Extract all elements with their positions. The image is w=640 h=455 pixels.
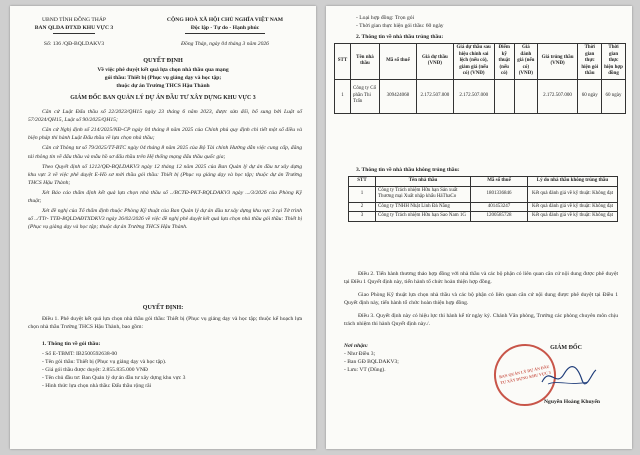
package-field: - Hình thức lựa chọn nhà thầu: Đấu thầu rộng rãi xyxy=(42,383,152,390)
contract-duration: - Thời gian thực hiện gói thầu: 60 ngày xyxy=(356,23,444,30)
article-2-assignment: Giao Phòng Kỹ thuật lựa chọn nhà thầu và các bộ phận có liên quan căn cứ nội dung được phê duyệt tại Điều 1 Quyết định này, tiến hành tổ chức hoàn thiện hợp đồng. xyxy=(344,292,618,307)
basis-item: Xét Báo cáo thẩm định kết quả lựa chọn nhà thầu số ../BCTĐ-PKT-BQLDAKV3 ngày .../3/2026 của Phòng Kỹ thuật; xyxy=(28,189,302,205)
page-1 xyxy=(10,6,316,449)
article-3: Điều 3. Quyết định này có hiệu lực thi hành kể từ ngày ký. Chánh Văn phòng, Trưởng các phòng chuyên môn chịu trách nhiệm thi hành Quyết định này./. xyxy=(344,313,618,328)
official-seal-icon: BAN QUẢN LÝ DỰ ÁN ĐẦU TƯ XÂY DỰNG KHU VỰC 3 xyxy=(488,338,562,412)
contract-type: - Loại hợp đồng: Trọn gói xyxy=(356,15,415,21)
recipients-block xyxy=(344,342,444,374)
agency-header xyxy=(14,16,134,48)
decide-heading: QUYẾT ĐỊNH: xyxy=(142,305,184,311)
signer-name: Nguyễn Hoàng Khuyến xyxy=(544,399,600,405)
nation-header xyxy=(140,16,310,48)
package-field: - Tên gói thầu: Thiết bị (Phục vụ giảng dạy và học tập). xyxy=(42,359,167,366)
package-field: - Số E-TBMT: IB2500592638-00 xyxy=(42,351,118,357)
recipient: - Ban GĐ BQLDAKV3; xyxy=(344,359,399,366)
basis-item: Xét đề nghị của Tổ thẩm định thuộc Phòng Kỹ thuật của Ban Quản lý dự án đầu tư xây dựng khu vực 3 tại Tờ trình số ../TTr- TTĐ-BQLDAĐTXDKV3 ngày 26/02/2026 về việc đề nghị phê duyệt kết quả lựa chọn nhà thầu gói thầu: Thiết bị (Phục vụ giảng dạy và học tập; thuộc dự án Trường THCS Hậu Thành. xyxy=(28,208,302,231)
table-row: 1 Công ty Trách nhiệm Hữu hạn Sản xuất Thương mại Xuất nhập khẩu HàThaCo 1801336846 Kết quả đánh giá về kỹ thuật: Không đạt xyxy=(349,186,618,202)
decision-subject: Về việc phê duyệt kết quả lựa chọn nhà thầu qua mạng gói thầu: Thiết bị (Phục vụ giảng dạy và học tập; thuộc dự án Trường THCS Hậu Thành xyxy=(97,67,229,90)
basis-item: Căn cứ Luật Đấu thầu số 22/2023/QH15 ngày 23 tháng 6 năm 2023, được sửa đổi, bổ sung bởi Luật số 57/2024/QH15, Luật số 90/2025/QH15; xyxy=(28,109,302,124)
basis-item: Căn cứ Thông tư số 79/2025/TT-BTC ngày 04 tháng 8 năm 2025 của Bộ Tài chính Hướng dẫn việc cung cấp, đăng tải thông tin về đấu thầu và mẫu hồ sơ đấu thầu trên Hệ thống mạng đấu thầu quốc gia; xyxy=(28,145,302,160)
recipient: - Như Điều 3; xyxy=(344,351,376,358)
agency-name: BAN QLDA ĐTXD KHU VỰC 3 xyxy=(34,25,114,32)
date-line: Đồng Tháp, ngày 04 tháng 3 năm 2026 xyxy=(181,41,269,48)
table-row: 1 Công ty Cổ phần Thi Trấn 309424068 2.172.507.000 2.172.507.000 2.172.507.000 60 ngày 60 ngày xyxy=(335,79,626,113)
non-winner-table xyxy=(348,176,618,222)
article-1: Điều 1. Phê duyệt kết quả lựa chọn nhà thầu gói thầu: Thiết bị (Phục vụ giảng dạy và học tập; thuộc kế hoạch lựa chọn nhà thầu Trường THCS Hậu Thành, bao gồm: xyxy=(28,316,302,331)
signature-icon xyxy=(538,362,598,390)
page-2 xyxy=(326,6,632,449)
table-header-row: STT Tên nhà thầu Mã số thuế Lý do nhà thầu không trúng thầu xyxy=(349,177,618,187)
recipients-title: Nơi nhận: xyxy=(344,343,368,349)
nation-title: CỘNG HOÀ XÃ HỘI CHỦ NGHĨA VIỆT NAM xyxy=(166,17,284,23)
section-2-title: 2. Thông tin về nhà thầu trúng thầu: xyxy=(356,34,444,40)
contract-info xyxy=(356,14,618,30)
basis-item: Căn cứ Nghị định số 214/2025/NĐ-CP ngày 04 tháng 8 năm 2025 của Chính phủ quy định chi tiết một số điều và biện pháp thi hành Luật Đấu thầu về lựa chọn nhà thầu; xyxy=(28,127,302,142)
table-row: 3 Công ty Trách nhiệm Hữu hạn Sao Nam 1G 1200585728 Kết quả đánh giá về kỹ thuật: Không đạt xyxy=(349,212,618,222)
basis-list xyxy=(28,108,302,234)
motto: Độc lập - Tự do - Hạnh phúc xyxy=(190,25,260,32)
recipient: - Lưu: VT (Dũng). xyxy=(344,367,386,374)
doc-number: Số: 136 /QĐ-BQLDAKV3 xyxy=(43,41,105,48)
section-3-title: 3. Thông tin về nhà thầu không trúng thầu: xyxy=(356,167,460,173)
basis-item: Theo Quyết định số 1212/QĐ-BQLDAKV3 ngày 12 tháng 12 năm 2025 của Ban Quản lý dự án đầu tư xây dựng khu vực 3 về việc phê duyệt E-Hồ sơ mời thầu gói thầu: Thiết bị (Phục vụ giảng dạy và học tập; thuộc dự án Trường THCS Hậu Thành; xyxy=(28,163,302,186)
issuer-line: GIÁM ĐỐC BAN QUẢN LÝ DỰ ÁN ĐẦU TƯ XÂY DỰNG KHU VỰC 3 xyxy=(70,95,256,101)
agency-top: UBND TỈNH ĐỒNG THÁP xyxy=(42,17,106,23)
winner-table xyxy=(334,43,626,114)
article-2: Điều 2. Tiến hành thương thảo hợp đồng với nhà thầu và các bộ phận có liên quan căn cứ nội dung được phê duyệt tại Điều 1 Quyết định này, tiến hành tổ chức hoàn thiện hợp đồng. xyxy=(344,271,618,286)
signer-role: GIÁM ĐỐC xyxy=(550,345,582,351)
section-1-items xyxy=(42,350,302,391)
table-row: 2 Công ty TNHH Nhật Linh Đà Nẵng 401453247 Kết quả đánh giá về kỹ thuật: Không đạt xyxy=(349,202,618,212)
table-header-row: STT Tên nhà thầu Mã số thuế Giá dự thầu (VNĐ) Giá dự thầu sau hiệu chỉnh sai lệch (nếu có), giảm giá (nếu có) (VNĐ) Điểm kỹ thuật (nếu có) Giá đánh giá (nếu có) (VNĐ) Giá trúng thầu (VNĐ) Thời gian thực hiện gói thầu Thời gian thực hiện hợp đồng xyxy=(335,44,626,80)
package-field: - Tên chủ đầu tư: Ban Quản lý dự án đầu tư xây dựng khu vực 3 xyxy=(42,375,186,382)
package-field: - Giá gói thầu được duyệt: 2.855.835.000 VNĐ xyxy=(42,367,148,374)
section-1-title: 1. Thông tin về gói thầu: xyxy=(42,341,101,347)
decision-title: QUYẾT ĐỊNH xyxy=(143,57,183,64)
